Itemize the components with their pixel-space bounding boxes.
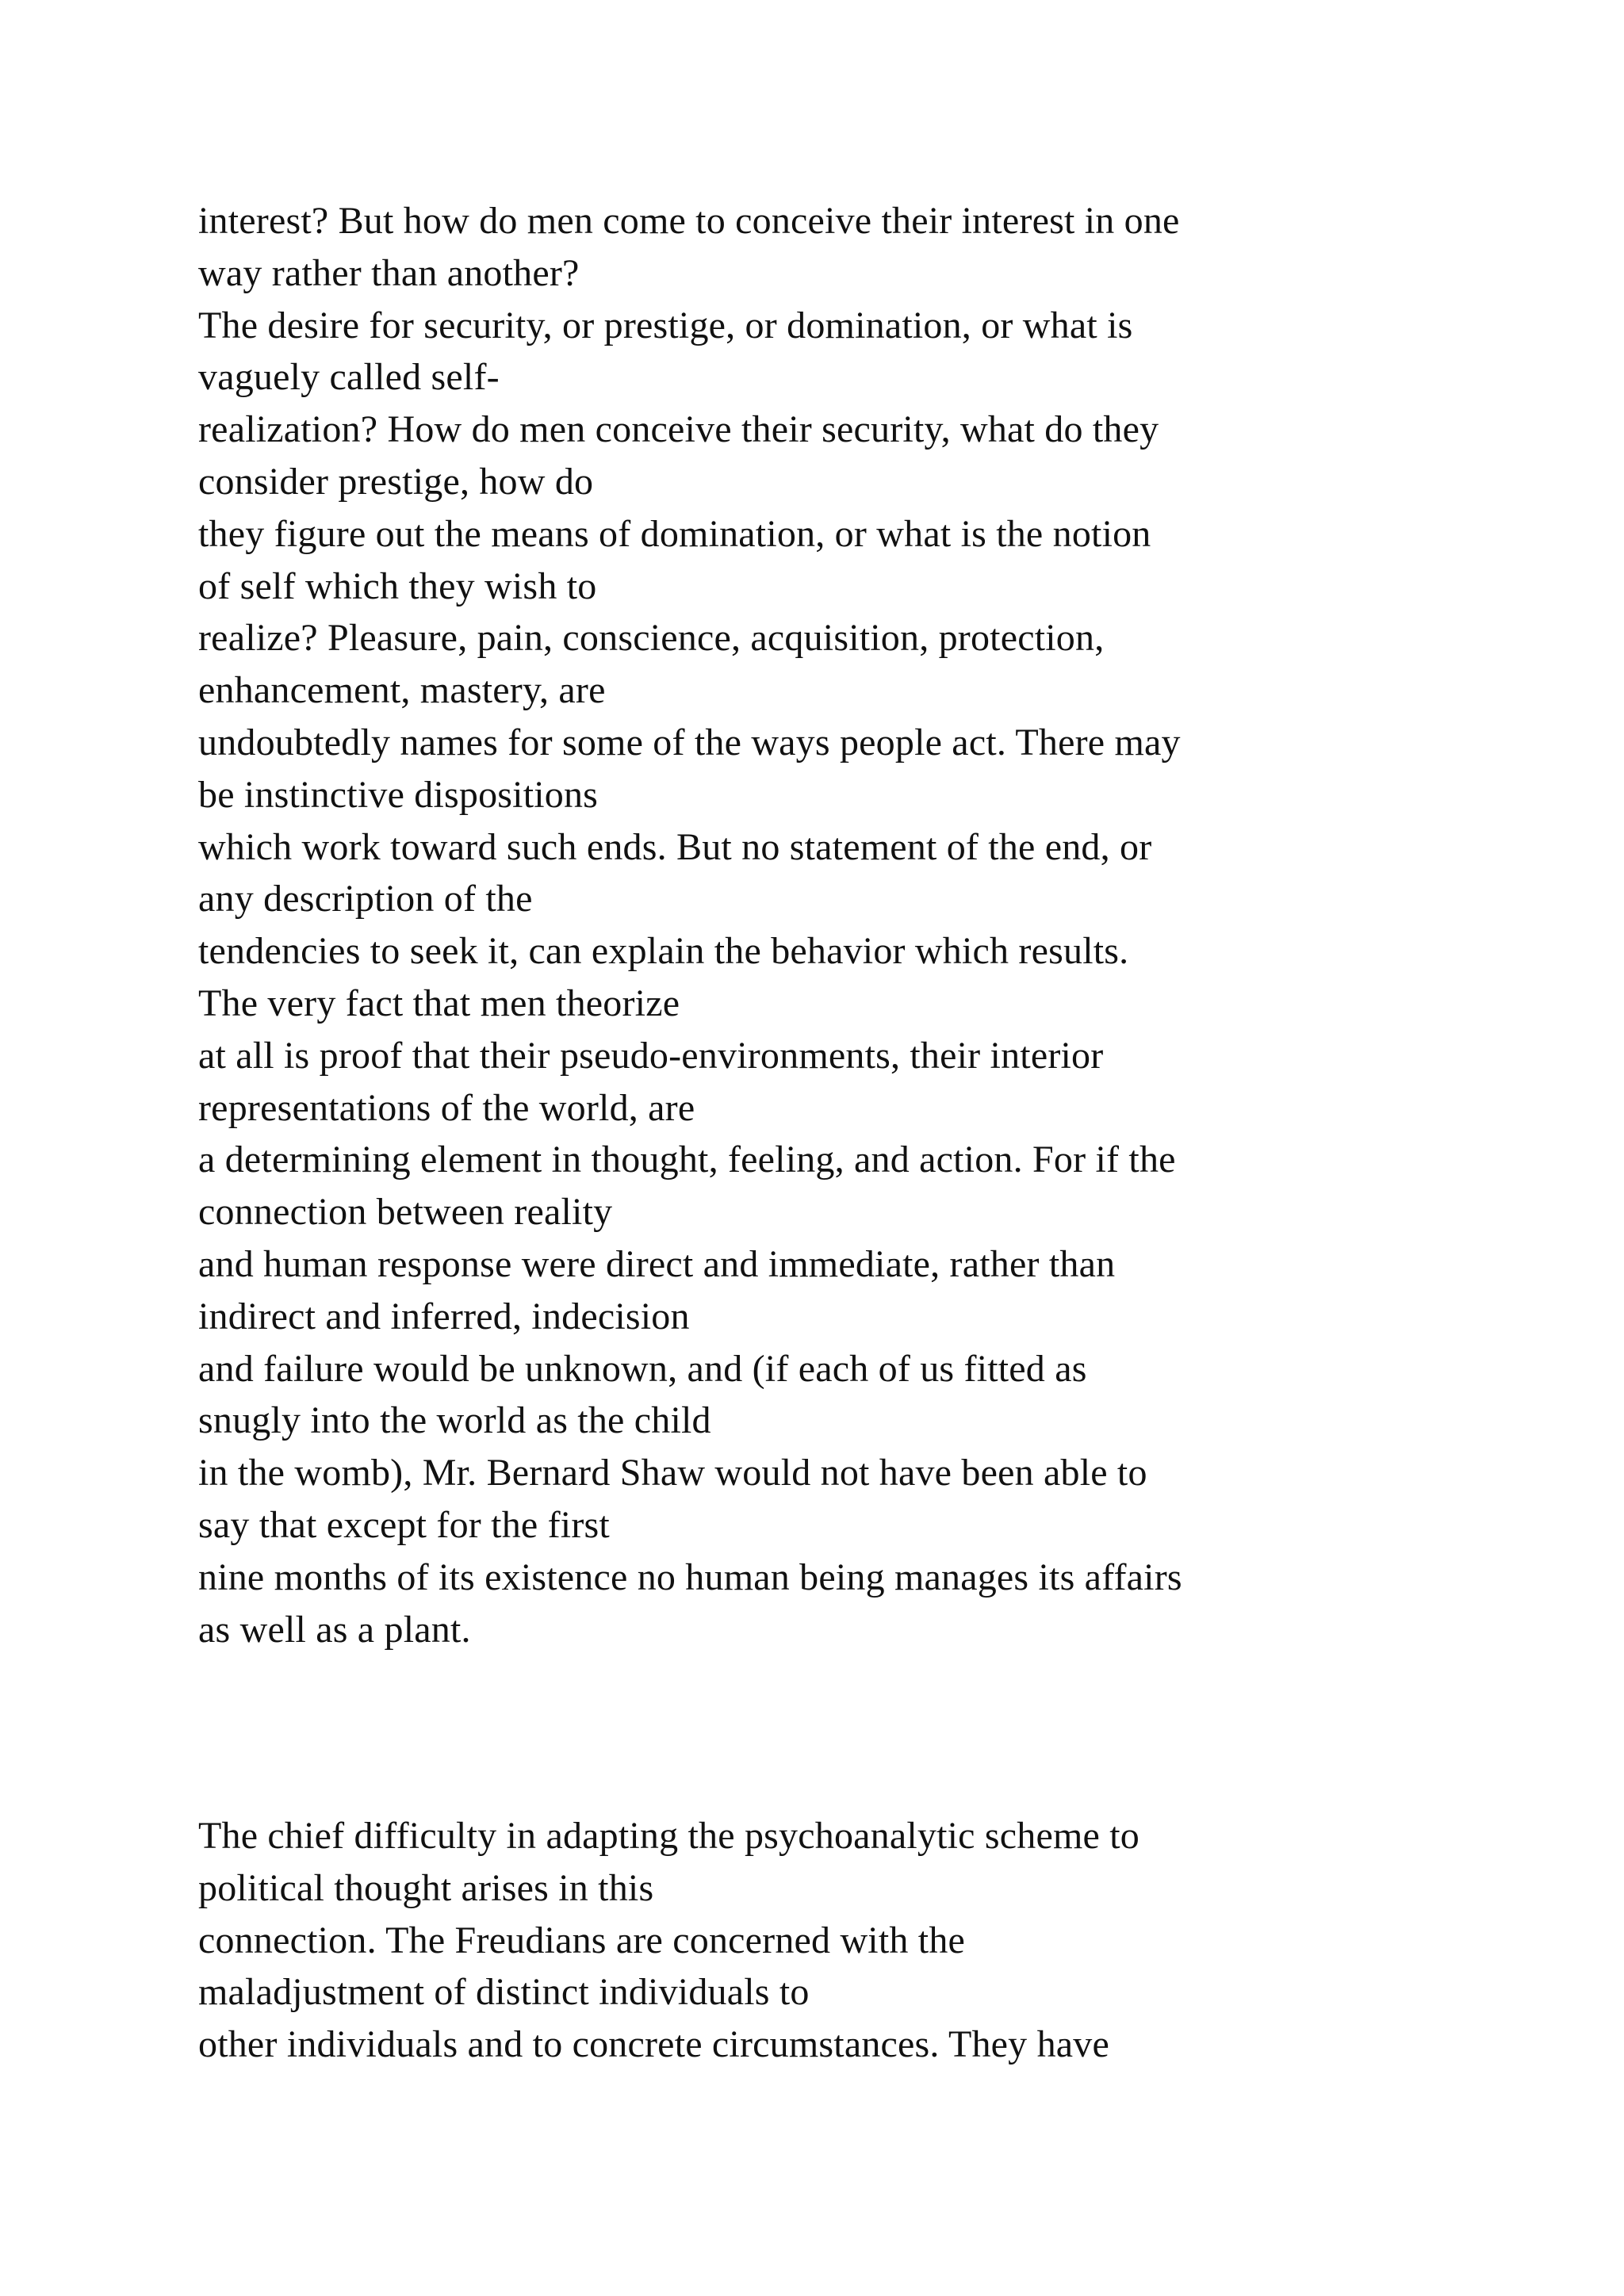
text-line: of self which they wish to — [198, 564, 597, 607]
text-line: a determining element in thought, feeling, and action. For if the — [198, 1138, 1176, 1181]
text-line: vaguely called self- — [198, 356, 500, 399]
paragraph-1 — [198, 195, 1507, 1655]
text-line: nine months of its existence no human being manages its affairs — [198, 1556, 1182, 1598]
text-line: The chief difficulty in adapting the psychoanalytic scheme to — [198, 1815, 1139, 1857]
text-line: they figure out the means of domination, or what is the notion — [198, 512, 1151, 555]
text-line: consider prestige, how do — [198, 460, 594, 503]
text-line: at all is proof that their pseudo-environments, their interior — [198, 1034, 1104, 1077]
text-line: indirect and inferred, indecision — [198, 1295, 690, 1337]
text-line: snugly into the world as the child — [198, 1399, 711, 1442]
paragraph-2 — [198, 1810, 1507, 2071]
text-line: and human response were direct and immediate, rather than — [198, 1242, 1116, 1285]
text-line: realize? Pleasure, pain, conscience, acquisition, protection, — [198, 617, 1105, 660]
text-line: any description of the — [198, 878, 533, 920]
text-line: realization? How do men conceive their security, what do they — [198, 408, 1159, 451]
text-line: enhancement, mastery, are — [198, 669, 606, 712]
text-line: political thought arises in this — [198, 1866, 654, 1909]
text-line: connection. The Freudians are concerned with the — [198, 1919, 966, 1961]
text-line: and failure would be unknown, and (if each of us fitted as — [198, 1347, 1087, 1390]
text-line: representations of the world, are — [198, 1086, 695, 1129]
text-line: other individuals and to concrete circumstances. They have — [198, 2023, 1109, 2066]
text-line: undoubtedly names for some of the ways people act. There may — [198, 721, 1181, 763]
text-line: The desire for security, or prestige, or domination, or what is — [198, 304, 1133, 346]
text-line: as well as a plant. — [198, 1608, 471, 1651]
text-line: in the womb), Mr. Bernard Shaw would not have been able to — [198, 1452, 1147, 1494]
text-line: The very fact that men theorize — [198, 982, 680, 1024]
text-line: maladjustment of distinct individuals to — [198, 1971, 810, 2014]
text-line: connection between reality — [198, 1191, 613, 1234]
text-line: say that except for the first — [198, 1503, 610, 1546]
text-line: way rather than another? — [198, 251, 580, 294]
text-line: be instinctive dispositions — [198, 773, 599, 816]
text-line: interest? But how do men come to conceive their interest in one — [198, 200, 1180, 242]
text-line: which work toward such ends. But no statement of the end, or — [198, 825, 1152, 868]
text-line: tendencies to seek it, can explain the behavior which results. — [198, 930, 1129, 973]
